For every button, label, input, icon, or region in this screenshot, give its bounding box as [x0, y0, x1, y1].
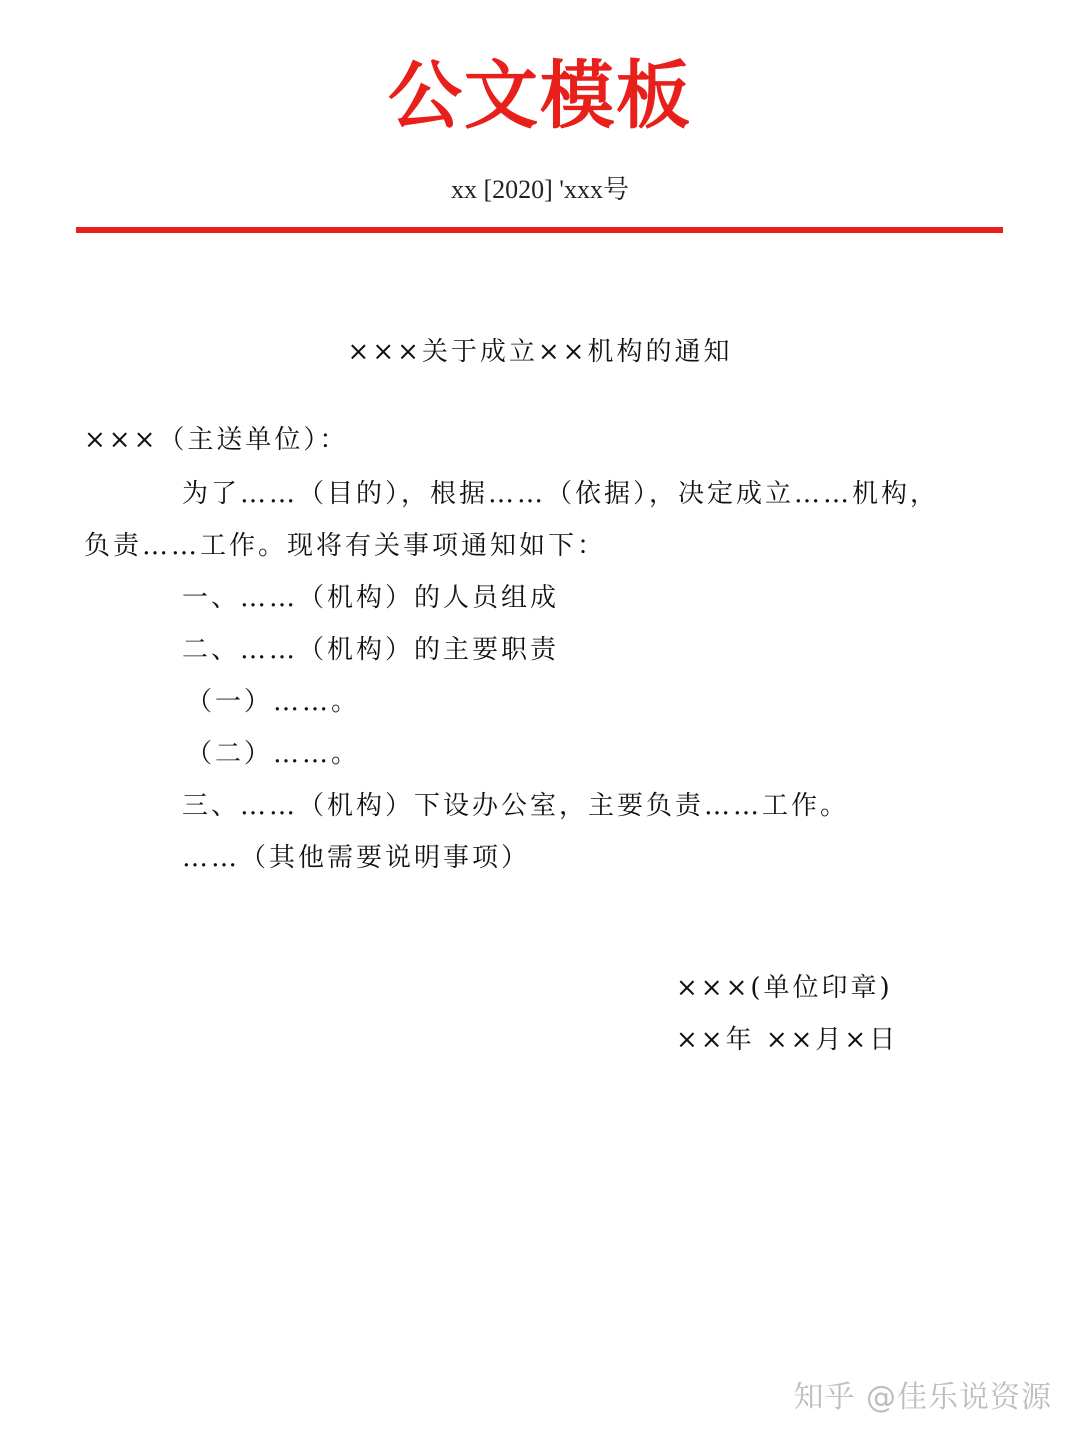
salutation: ×××（主送单位）： — [84, 425, 349, 455]
watermark-text: 知乎 @佳乐说资源 — [793, 1380, 1052, 1415]
signature-date: ××年 ××月×日 — [676, 1025, 899, 1055]
sub-item-2: （二）……。 — [186, 739, 361, 769]
list-item-3: 三、……（机构）下设办公室，主要负责……工作。 — [182, 791, 850, 821]
list-item-2: 二、……（机构）的主要职责 — [182, 635, 560, 665]
header-title: 公文模板 — [388, 53, 692, 139]
document-number: xx [2020] 'xxx号 — [450, 175, 629, 204]
notice-title: ×××关于成立××机构的通知 — [347, 337, 733, 367]
list-item-1: 一、……（机构）的人员组成 — [182, 583, 560, 613]
sub-item-1: （一）……。 — [186, 687, 361, 717]
body-paragraph-line-1: 为了……（目的），根据……（依据），决定成立……机构， — [182, 479, 940, 509]
red-divider-rule — [76, 227, 1003, 233]
other-notes: ……（其他需要说明事项） — [182, 843, 531, 873]
signature-unit: ×××(单位印章) — [676, 973, 893, 1003]
body-paragraph-line-2: 负责……工作。现将有关事项通知如下： — [84, 531, 607, 561]
